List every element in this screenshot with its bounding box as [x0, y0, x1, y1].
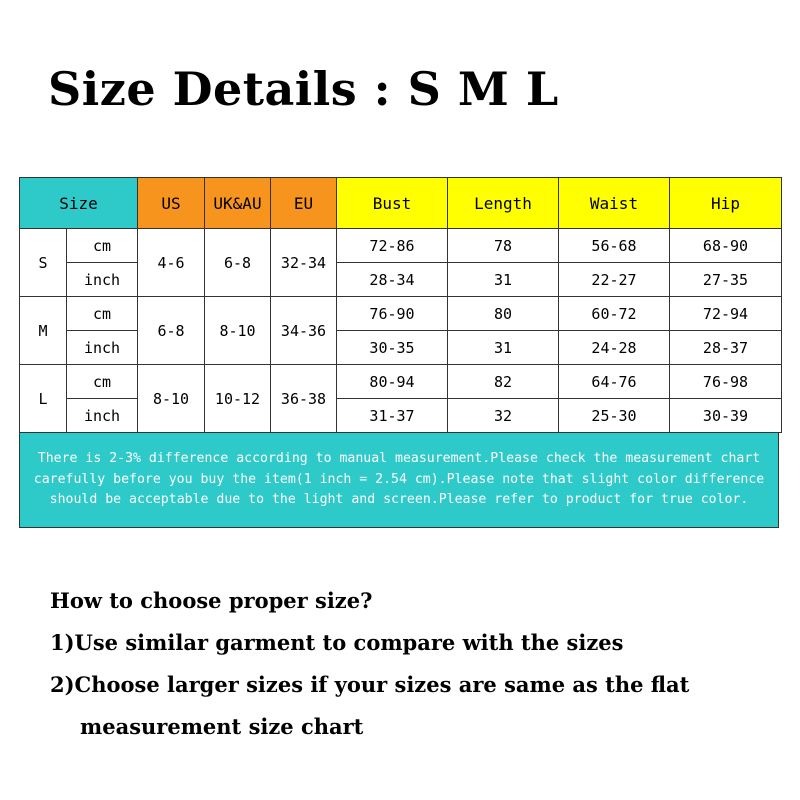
bust-l-inch: 31-37	[337, 399, 448, 433]
header-us: US	[138, 178, 205, 229]
length-m-cm: 80	[448, 297, 559, 331]
bust-s-cm: 72-86	[337, 229, 448, 263]
eu-l: 36-38	[271, 365, 337, 433]
measurement-note	[19, 432, 779, 528]
hip-s-inch: 27-35	[670, 263, 782, 297]
unit-cm: cm	[67, 297, 138, 331]
ukau-l: 10-12	[205, 365, 271, 433]
header-row	[20, 178, 782, 229]
header-eu: EU	[271, 178, 337, 229]
hip-s-cm: 68-90	[670, 229, 782, 263]
length-m-inch: 31	[448, 331, 559, 365]
unit-inch: inch	[67, 399, 138, 433]
length-l-inch: 32	[448, 399, 559, 433]
waist-m-inch: 24-28	[559, 331, 670, 365]
bust-m-inch: 30-35	[337, 331, 448, 365]
waist-l-cm: 64-76	[559, 365, 670, 399]
header-waist: Waist	[559, 178, 670, 229]
bust-s-inch: 28-34	[337, 263, 448, 297]
table-row-l-cm	[20, 365, 782, 399]
eu-m: 34-36	[271, 297, 337, 365]
waist-s-cm: 56-68	[559, 229, 670, 263]
unit-inch: inch	[67, 331, 138, 365]
us-l: 8-10	[138, 365, 205, 433]
table-row-l-inch	[20, 399, 782, 433]
table-row-m-inch	[20, 331, 782, 365]
guide-question: How to choose proper size?	[50, 588, 373, 613]
hip-l-cm: 76-98	[670, 365, 782, 399]
table-row-m-cm	[20, 297, 782, 331]
size-label-s: S	[20, 229, 67, 297]
length-s-inch: 31	[448, 263, 559, 297]
waist-m-cm: 60-72	[559, 297, 670, 331]
size-label-l: L	[20, 365, 67, 433]
unit-cm: cm	[67, 365, 138, 399]
bust-l-cm: 80-94	[337, 365, 448, 399]
us-s: 4-6	[138, 229, 205, 297]
table-row-s-inch	[20, 263, 782, 297]
length-l-cm: 82	[448, 365, 559, 399]
header-hip: Hip	[670, 178, 782, 229]
unit-cm: cm	[67, 229, 138, 263]
hip-m-inch: 28-37	[670, 331, 782, 365]
header-ukau: UK&AU	[205, 178, 271, 229]
header-size: Size	[20, 178, 138, 229]
size-label-m: M	[20, 297, 67, 365]
guide-step-1: 1)Use similar garment to compare with the sizes	[50, 630, 624, 655]
header-bust: Bust	[337, 178, 448, 229]
unit-inch: inch	[67, 263, 138, 297]
ukau-s: 6-8	[205, 229, 271, 297]
us-m: 6-8	[138, 297, 205, 365]
measurement-note-text: There is 2-3% difference according to manual measurement.Please check the measurement chart carefully before you buy the item(1 inch = 2.54 cm).Please note that slight color difference should be acceptable due to the light and screen.Please refer to product for true color.	[33, 451, 765, 508]
hip-l-inch: 30-39	[670, 399, 782, 433]
length-s-cm: 78	[448, 229, 559, 263]
guide-step-2: 2)Choose larger sizes if your sizes are same as the flat	[50, 672, 690, 697]
guide-step-2-continued: measurement size chart	[80, 714, 364, 739]
header-length: Length	[448, 178, 559, 229]
ukau-m: 8-10	[205, 297, 271, 365]
waist-l-inch: 25-30	[559, 399, 670, 433]
table-row-s-cm	[20, 229, 782, 263]
size-chart-table	[19, 177, 782, 433]
bust-m-cm: 76-90	[337, 297, 448, 331]
page-title: Size Details : S M L	[48, 62, 559, 116]
waist-s-inch: 22-27	[559, 263, 670, 297]
eu-s: 32-34	[271, 229, 337, 297]
hip-m-cm: 72-94	[670, 297, 782, 331]
